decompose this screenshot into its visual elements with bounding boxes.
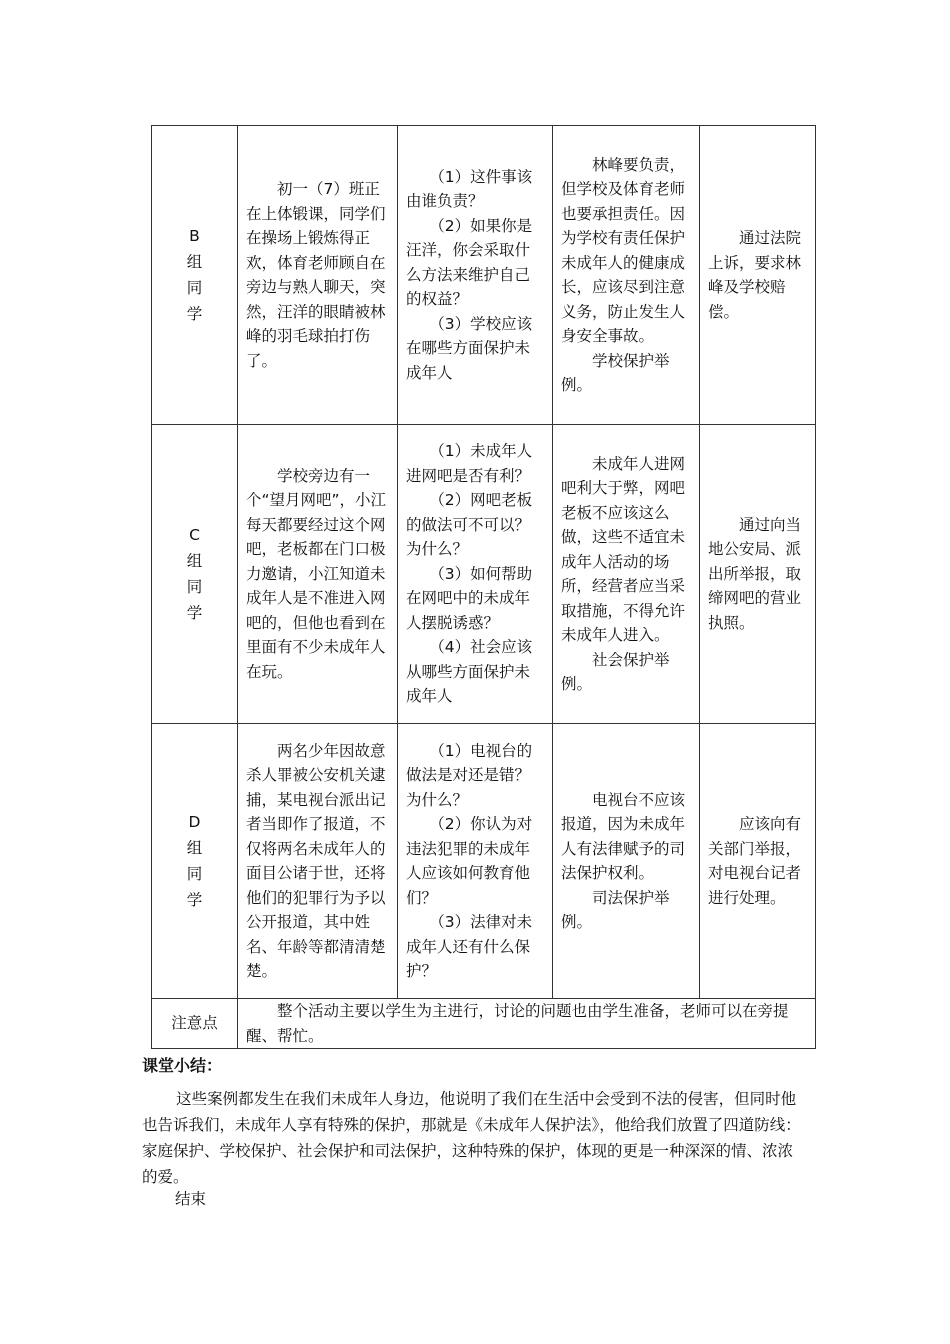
solution-d: 应该向有关部门举报，对电视台记者进行处理。 xyxy=(700,724,816,999)
questions-b: （1）这件事该由谁负责？ （2）如果你是汪洋，你会采取什么方法来维护自己的权益？ （3）学校应该在哪些方面保护未成年人 xyxy=(398,126,553,425)
solution-b: 通过法院上诉，要求林峰及学校赔偿。 xyxy=(700,126,816,425)
questions-c: （1）未成年人进网吧是否有利？ （2）网吧老板的做法可不可以？为什么？ （3）如何帮助在网吧中的未成年人摆脱诱惑？ （4）社会应该从哪些方面保护未成年人 xyxy=(398,425,553,724)
solution-c: 通过向当地公安局、派出所举报，取缔网吧的营业执照。 xyxy=(700,425,816,724)
case-table xyxy=(151,125,816,1049)
case-text-d: 两名少年因故意杀人罪被公安机关逮捕，某电视台派出记者当即作了报道，不仅将两名未成年人的面目公诸于世，还将他们的犯罪行为予以公开报道，其中姓名、年龄等都清清楚楚。 xyxy=(238,724,398,999)
table-row-c xyxy=(152,425,816,724)
analysis-b: 林峰要负责，但学校及体育老师也要承担责任。因为学校有责任保护未成年人的健康成长，应该尽到注意义务，防止发生人身安全事故。 学校保护举例。 xyxy=(553,126,700,425)
analysis-d: 电视台不应该报道，因为未成年人有法律赋予的司法保护权利。 司法保护举例。 xyxy=(553,724,700,999)
note-label: 注意点 xyxy=(152,999,238,1049)
table-row-d xyxy=(152,724,816,999)
group-label-d: D 组 同 学 xyxy=(152,724,238,999)
table-row-note xyxy=(152,999,816,1049)
table-row-b xyxy=(152,126,816,425)
case-text-c: 学校旁边有一个“望月网吧”，小江每天都要经过这个网吧，老板都在门口极力邀请，小江知道未成年人是不准进入网吧的，但他也看到在里面有不少未成年人在玩。 xyxy=(238,425,398,724)
summary-title: 课堂小结： xyxy=(142,1056,223,1075)
group-label-b: B 组 同 学 xyxy=(152,126,238,425)
analysis-c: 未成年人进网吧利大于弊，网吧老板不应该这么做，这些不适宜未成年人活动的场所，经营者应当采取措施，不得允许未成年人进入。 社会保护举例。 xyxy=(553,425,700,724)
summary-text: 这些案例都发生在我们未成年人身边，他说明了我们在生活中会受到不法的侵害，但同时他也告诉我们，未成年人享有特殊的保护，那就是《未成年人保护法》，他给我们放置了四道防线：家庭保护、学校保护、社会保护和司法保护，这种特殊的保护，体现的更是一种深深的情、浓浓的爱。 xyxy=(142,1090,801,1186)
questions-d: （1）电视台的做法是对还是错？为什么？ （2）你认为对违法犯罪的未成年人应该如何教育他们？ （3）法律对未成年人还有什么保护？ xyxy=(398,724,553,999)
end-text: 结束 xyxy=(175,1190,207,1208)
case-text-b: 初一（7）班正在上体锻课，同学们在操场上锻炼得正欢，体育老师顾自在旁边与熟人聊天，突然，汪洋的眼睛被林峰的羽毛球拍打伤了。 xyxy=(238,126,398,425)
group-label-c: C 组 同 学 xyxy=(152,425,238,724)
note-text: 整个活动主要以学生为主进行，讨论的问题也由学生准备，老师可以在旁提醒、帮忙。 xyxy=(238,999,816,1049)
